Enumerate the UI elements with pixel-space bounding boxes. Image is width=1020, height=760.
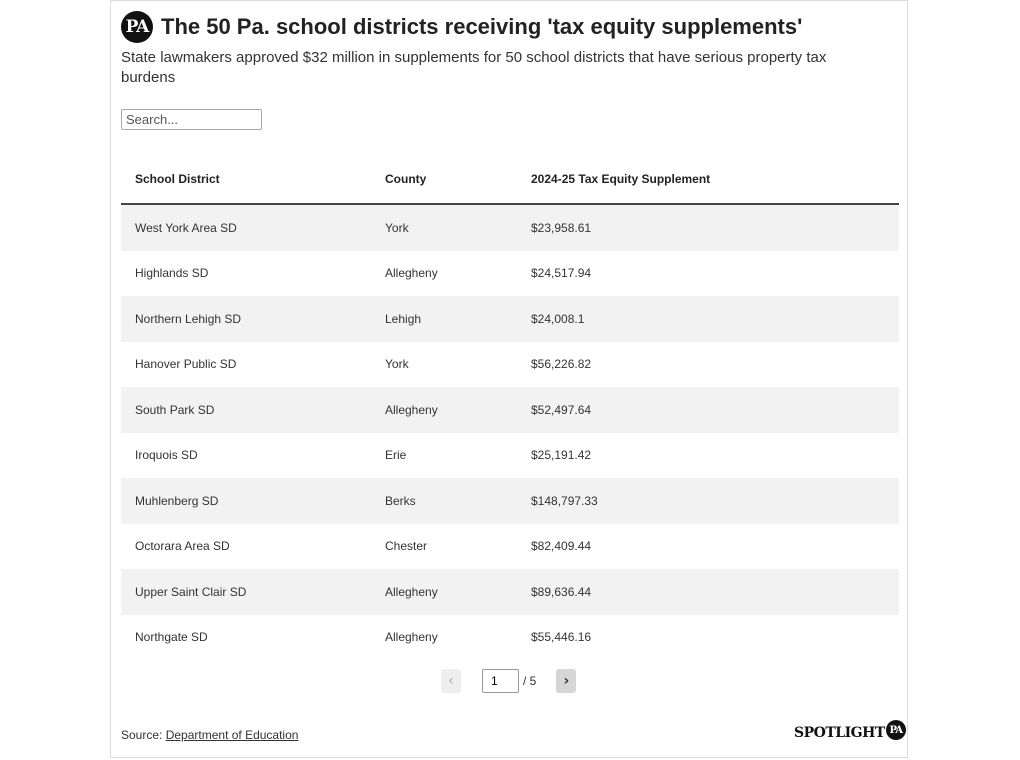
cell-supplement: $148,797.33 (517, 478, 899, 524)
table-row (121, 478, 899, 524)
cell-supplement: $56,226.82 (531, 357, 592, 372)
page-total: / 5 (523, 674, 537, 688)
table-row (121, 615, 899, 661)
cell-supplement: $89,636.44 (517, 569, 899, 615)
cell-school-district: Octorara Area SD (135, 539, 230, 554)
cell-school-district: Muhlenberg SD (121, 478, 371, 524)
table-row (121, 433, 899, 479)
cell-supplement: $24,008.1 (517, 296, 899, 342)
column-header-school-district[interactable]: School District (121, 155, 371, 204)
column-header-county[interactable]: County (371, 155, 517, 204)
page-title: The 50 Pa. school districts receiving 'tax equity supplements' (161, 14, 803, 39)
table-row (121, 342, 899, 388)
next-page-button[interactable]: › (556, 669, 576, 693)
table-row (121, 569, 899, 615)
cell-school-district: Hanover Public SD (135, 357, 237, 372)
cell-school-district: South Park SD (121, 387, 371, 433)
table-widget (110, 0, 908, 758)
pa-badge-icon: PA (886, 720, 906, 740)
cell-school-district: West York Area SD (121, 204, 371, 251)
cell-county: Allegheny (371, 569, 517, 615)
prev-page-button[interactable]: ‹ (441, 669, 461, 693)
cell-school-district: Northgate SD (135, 630, 208, 645)
table-row (121, 387, 899, 433)
title-row (121, 11, 899, 43)
cell-supplement: $52,497.64 (517, 387, 899, 433)
table-row (121, 251, 899, 297)
pagination (441, 669, 576, 693)
cell-supplement: $23,958.61 (517, 204, 899, 251)
source-link[interactable]: Department of Education (165, 728, 299, 742)
cell-school-district: Iroquois SD (135, 448, 198, 463)
cell-supplement: $25,191.42 (531, 448, 592, 463)
table-row (121, 204, 899, 251)
cell-supplement: $55,446.16 (531, 630, 592, 645)
source-label: Source: (121, 728, 163, 742)
column-header-supplement[interactable]: 2024-25 Tax Equity Supplement (517, 155, 899, 204)
cell-county: York (371, 204, 517, 251)
header (121, 11, 899, 88)
cell-county: Allegheny (385, 266, 438, 281)
cell-county: Allegheny (385, 630, 438, 645)
cell-county: Lehigh (371, 296, 517, 342)
cell-county: Allegheny (371, 387, 517, 433)
cell-county: York (385, 357, 409, 372)
table-row (121, 296, 899, 342)
brand-wordmark: SPOTLIGHT (794, 725, 885, 741)
cell-supplement: $24,517.94 (531, 266, 592, 281)
page-number-input[interactable] (482, 669, 519, 693)
cell-school-district: Northern Lehigh SD (121, 296, 371, 342)
source-credit (121, 728, 298, 742)
pa-logo-icon: PA (121, 11, 153, 43)
cell-supplement: $82,409.44 (531, 539, 592, 554)
cell-county: Berks (371, 478, 517, 524)
cell-school-district: Highlands SD (135, 266, 209, 281)
data-table (121, 155, 899, 660)
page-subtitle: State lawmakers approved $32 million in supplements for 50 school districts that have serious property tax burdens (121, 49, 827, 86)
search-input[interactable] (121, 109, 262, 130)
table-header-row (121, 155, 899, 204)
cell-school-district: Upper Saint Clair SD (121, 569, 371, 615)
spotlight-pa-logo (794, 725, 906, 741)
table-row (121, 524, 899, 570)
cell-county: Erie (385, 448, 407, 463)
cell-county: Chester (385, 539, 428, 554)
